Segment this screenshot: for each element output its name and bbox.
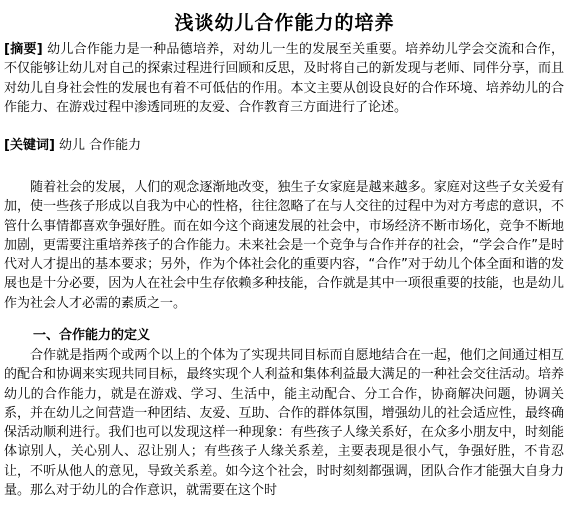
keywords-text: 幼儿 合作能力 [54, 138, 142, 153]
keywords [4, 136, 564, 155]
abstract [4, 40, 564, 117]
document-title: 浅谈幼儿合作能力的培养 [174, 12, 395, 34]
intro-paragraph: 随着社会的发展，人们的观念逐渐地改变，独生子女家庭是越来越多。家庭对这些子女关爱有加，使一些孩子形成以自我为中心的性格，往往忽略了在与人交往的过程中为对方考虑的意识，不管什么事情都喜欢争强好胜。而在如今这个商速发展的社会中，市场经济不断市场化，竞争不断地加剧，更需要注重培养孩子的合作能力。未来社会是一个竞争与合作并存的社会，“学会合作”是时代对人才提出的基本要求；另外，作为个体社会化的重要内容，“合作”对于幼儿个体全面和谐的发展也是十分必要，因为人在社会中生存依赖多种技能，合作就是其中一项很重要的技能，也是幼儿作为社会人才必需的素质之一。 [4, 180, 564, 311]
abstract-tag: [摘要] [4, 42, 43, 57]
section-paragraph: 合作就是指两个或两个以上的个体为了实现共同目标而自愿地结合在一起，他们之间通过相互的配合和协调来实现共同目标，最终实现个人利益和集体利益最大满足的一种社会交往活动。培养幼儿的合作能力，就是在游戏、学习、生活中，能主动配合、分工合作，协商解决问题，协调关系，并在幼儿之间营造一种团结、友爱、互助、合作的群体氛围，增强幼儿的社会适应性，最终确保活动顺利进行。我们也可以发现这样一种现象：有些孩子人缘关系好，在众多小朋友中，时刻能体谅别人，关心别人、忍让别人；有些孩子人缘关系差，主要表现是很小气，争强好胜，不肯忍让，不听从他人的意见，导致关系差。如今这个社会，时时刻刻都强调，团队合作才能强大自身力量。那么对于幼儿的合作意识，就需要在这个时 [4, 348, 564, 499]
abstract-text: 幼儿合作能力是一种品德培养，对幼儿一生的发展至关重要。培养幼儿学会交流和合作，不仅能够让幼儿对自己的探索过程进行回顾和反思，及时将自己的新发现与老师、同伴分享，而且对幼儿自身社会性的发展也有着不可低估的作用。本文主要从创设良好的合作环境、培养幼儿的合作能力、在游戏过程中渗透同班的友爱、合作教育三方面进行了论述。 [4, 42, 564, 115]
section-heading: 一、合作能力的定义 [33, 328, 151, 343]
keywords-tag: [关键词] [4, 138, 55, 153]
